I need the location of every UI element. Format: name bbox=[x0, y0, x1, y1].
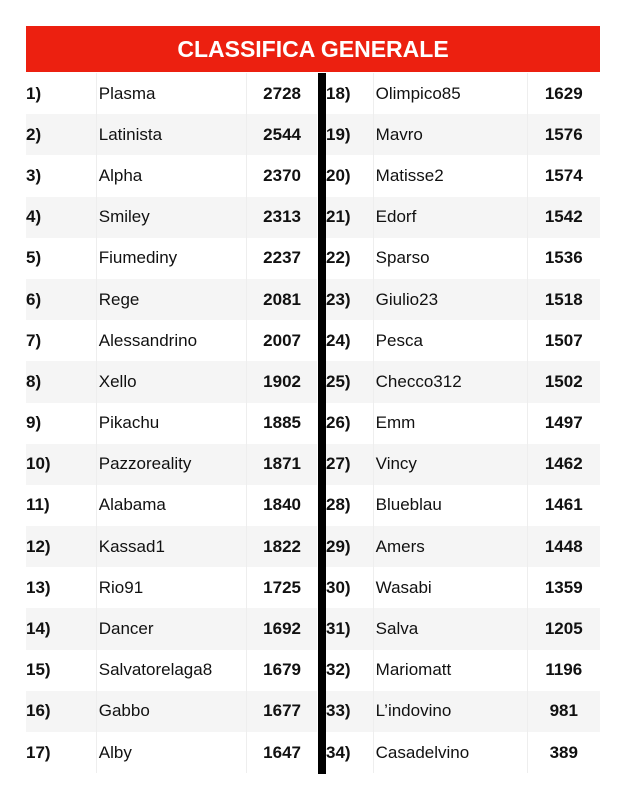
player-score: 1576 bbox=[544, 124, 583, 144]
player-rank: 19) bbox=[326, 114, 374, 155]
player-name: Blueblau bbox=[374, 485, 528, 526]
player-score: 2237 bbox=[263, 248, 301, 268]
player-name: Olimpico85 bbox=[374, 73, 528, 114]
table-row bbox=[326, 444, 600, 485]
player-name: Xello bbox=[97, 361, 247, 402]
player-rank: 26) bbox=[326, 403, 374, 444]
player-score: 1536 bbox=[544, 248, 583, 268]
player-score: 1518 bbox=[544, 289, 583, 309]
player-rank: 25) bbox=[326, 361, 374, 402]
player-score: 1885 bbox=[263, 413, 301, 433]
player-name: Pazzoreality bbox=[97, 444, 247, 485]
table-row bbox=[326, 155, 600, 196]
player-score: 2370 bbox=[263, 165, 301, 185]
player-rank: 30) bbox=[326, 567, 374, 608]
player-score: 389 bbox=[549, 742, 578, 762]
player-score: 1542 bbox=[544, 207, 583, 227]
player-name: Latinista bbox=[97, 114, 247, 155]
player-score: 1677 bbox=[263, 701, 301, 721]
standings-left-column bbox=[26, 73, 317, 773]
player-rank: 10) bbox=[26, 444, 97, 485]
player-rank: 33) bbox=[326, 691, 374, 732]
player-rank: 27) bbox=[326, 444, 374, 485]
player-name: Checco312 bbox=[374, 361, 528, 402]
player-rank: 17) bbox=[26, 732, 97, 773]
player-name: Amers bbox=[374, 526, 528, 567]
player-score: 2728 bbox=[263, 83, 301, 103]
player-rank: 6) bbox=[26, 279, 97, 320]
player-rank: 3) bbox=[26, 155, 97, 196]
table-row bbox=[26, 197, 317, 238]
player-score: 1871 bbox=[263, 454, 301, 474]
player-name: Rio91 bbox=[97, 567, 247, 608]
player-score: 2081 bbox=[263, 289, 301, 309]
player-name: Dancer bbox=[97, 608, 247, 649]
player-name: Emm bbox=[374, 403, 528, 444]
page-title: CLASSIFICA GENERALE bbox=[26, 26, 600, 72]
player-rank: 15) bbox=[26, 650, 97, 691]
player-rank: 31) bbox=[326, 608, 374, 649]
table-row bbox=[26, 732, 317, 773]
player-name: Pesca bbox=[374, 320, 528, 361]
player-name: Alabama bbox=[97, 485, 247, 526]
player-name: Salva bbox=[374, 608, 528, 649]
player-score: 1461 bbox=[544, 495, 583, 515]
table-row bbox=[326, 485, 600, 526]
player-rank: 13) bbox=[26, 567, 97, 608]
player-name: Plasma bbox=[97, 73, 247, 114]
player-name: Giulio23 bbox=[374, 279, 528, 320]
table-row bbox=[26, 403, 317, 444]
player-score: 1725 bbox=[263, 577, 301, 597]
player-name: Sparso bbox=[374, 238, 528, 279]
player-rank: 29) bbox=[326, 526, 374, 567]
table-row bbox=[326, 361, 600, 402]
player-name: Alessandrino bbox=[97, 320, 247, 361]
player-score: 1462 bbox=[544, 454, 583, 474]
player-rank: 1) bbox=[26, 73, 97, 114]
player-name: Alby bbox=[97, 732, 247, 773]
column-divider bbox=[318, 73, 326, 774]
player-rank: 8) bbox=[26, 361, 97, 402]
player-name: L’indovino bbox=[374, 691, 528, 732]
player-score: 2313 bbox=[263, 207, 301, 227]
player-name: Alpha bbox=[97, 155, 247, 196]
player-score: 1629 bbox=[544, 83, 583, 103]
player-name: Smiley bbox=[97, 197, 247, 238]
player-rank: 22) bbox=[326, 238, 374, 279]
table-row bbox=[26, 73, 317, 114]
table-row bbox=[326, 691, 600, 732]
player-rank: 7) bbox=[26, 320, 97, 361]
player-name: Salvatorelaga8 bbox=[97, 650, 247, 691]
player-score: 1647 bbox=[263, 742, 301, 762]
player-rank: 9) bbox=[26, 403, 97, 444]
player-rank: 18) bbox=[326, 73, 374, 114]
table-row bbox=[26, 567, 317, 608]
player-score: 1574 bbox=[544, 165, 583, 185]
table-row bbox=[26, 691, 317, 732]
player-rank: 20) bbox=[326, 155, 374, 196]
table-row bbox=[326, 320, 600, 361]
player-rank: 5) bbox=[26, 238, 97, 279]
player-name: Gabbo bbox=[97, 691, 247, 732]
player-name: Vincy bbox=[374, 444, 528, 485]
table-row bbox=[326, 197, 600, 238]
table-row bbox=[326, 403, 600, 444]
table-row bbox=[326, 608, 600, 649]
table-row bbox=[26, 444, 317, 485]
player-score: 1692 bbox=[263, 619, 301, 639]
player-score: 1497 bbox=[544, 413, 583, 433]
player-score: 1448 bbox=[544, 536, 583, 556]
table-row bbox=[326, 567, 600, 608]
player-rank: 2) bbox=[26, 114, 97, 155]
player-score: 2007 bbox=[263, 330, 301, 350]
player-score: 1196 bbox=[545, 660, 583, 680]
table-row bbox=[326, 238, 600, 279]
player-rank: 12) bbox=[26, 526, 97, 567]
player-score: 1679 bbox=[263, 660, 301, 680]
player-name: Kassad1 bbox=[97, 526, 247, 567]
player-score: 1822 bbox=[263, 536, 301, 556]
table-row bbox=[26, 279, 317, 320]
table-row bbox=[326, 73, 600, 114]
player-score: 1502 bbox=[544, 371, 583, 391]
player-name: Casadelvino bbox=[374, 732, 528, 773]
player-rank: 11) bbox=[26, 485, 97, 526]
player-rank: 16) bbox=[26, 691, 97, 732]
table-row bbox=[326, 526, 600, 567]
table-row bbox=[326, 650, 600, 691]
player-name: Edorf bbox=[374, 197, 528, 238]
table-row bbox=[26, 320, 317, 361]
table-row bbox=[326, 732, 600, 773]
player-name: Rege bbox=[97, 279, 247, 320]
player-name: Fiumediny bbox=[97, 238, 247, 279]
table-row bbox=[26, 608, 317, 649]
player-rank: 21) bbox=[326, 197, 374, 238]
table-row bbox=[26, 238, 317, 279]
player-name: Matisse2 bbox=[374, 155, 528, 196]
player-score: 2544 bbox=[263, 124, 301, 144]
player-name: Mavro bbox=[374, 114, 528, 155]
table-row bbox=[26, 361, 317, 402]
player-rank: 24) bbox=[326, 320, 374, 361]
table-row bbox=[26, 650, 317, 691]
player-score: 1507 bbox=[544, 330, 583, 350]
player-rank: 28) bbox=[326, 485, 374, 526]
table-row bbox=[26, 114, 317, 155]
player-rank: 34) bbox=[326, 732, 374, 773]
player-score: 1840 bbox=[263, 495, 301, 515]
table-row bbox=[26, 155, 317, 196]
player-score: 1902 bbox=[263, 371, 301, 391]
player-name: Wasabi bbox=[374, 567, 528, 608]
player-name: Pikachu bbox=[97, 403, 247, 444]
player-rank: 4) bbox=[26, 197, 97, 238]
table-row bbox=[326, 114, 600, 155]
table-row bbox=[26, 526, 317, 567]
table-row bbox=[326, 279, 600, 320]
player-score: 981 bbox=[549, 701, 578, 721]
table-row bbox=[26, 485, 317, 526]
player-rank: 23) bbox=[326, 279, 374, 320]
player-rank: 32) bbox=[326, 650, 374, 691]
player-rank: 14) bbox=[26, 608, 97, 649]
player-score: 1205 bbox=[544, 619, 583, 639]
player-name: Mariomatt bbox=[374, 650, 528, 691]
standings-right-column bbox=[326, 73, 600, 773]
player-score: 1359 bbox=[544, 577, 583, 597]
